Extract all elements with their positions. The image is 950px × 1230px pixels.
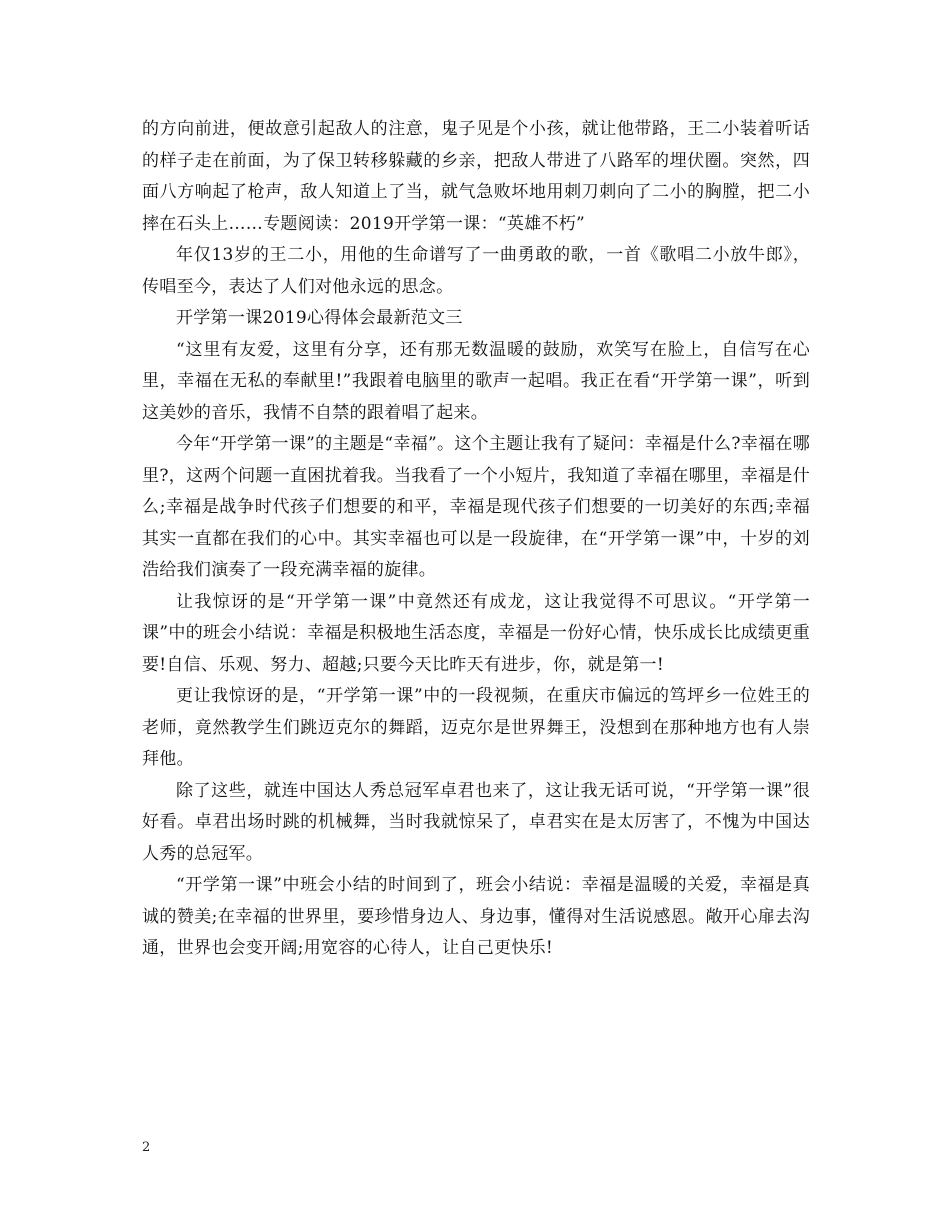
paragraph-5: 让我惊讶的是“开学第一课”中竟然还有成龙，这让我觉得不可思议。“开学第一课”中的班会小结说：幸福是积极地生活态度，幸福是一份好心情，快乐成长比成绩更重要!自信、乐观、努力、超越;只要今天比昨天有进步，你，就是第一! <box>142 591 810 675</box>
paragraph-2: 年仅13岁的王二小，用他的生命谱写了一曲勇敢的歌，一首《歌唱二小放牛郎》，传唱至今，表达了人们对他永远的思念。 <box>142 245 810 297</box>
section-heading: 开学第一课2019心得体会最新范文三 <box>176 308 463 328</box>
paragraph-6: 更让我惊讶的是，“开学第一课”中的一段视频，在重庆市偏远的笃坪乡一位姓王的老师，竟然教学生们跳迈克尔的舞蹈，迈克尔是世界舞王，没想到在那种地方也有人崇拜他。 <box>142 686 810 769</box>
paragraph-3: “这里有友爱，这里有分享，还有那无数温暖的鼓励，欢笑写在脸上，自信写在心里，幸福在无私的奉献里!”我跟着电脑里的歌声一起唱。我正在看“开学第一课”，听到这美妙的音乐，我情不自禁的跟着唱了起来。 <box>142 339 810 423</box>
paragraph-7: 除了这些，就连中国达人秀总冠军卓君也来了，这让我无话可说，“开学第一课”很好看。卓君出场时跳的机械舞，当时我就惊呆了，卓君实在是太厉害了，不愧为中国达人秀的总冠军。 <box>142 780 810 864</box>
page-number: 2 <box>142 1140 151 1155</box>
document-body <box>142 114 810 965</box>
paragraph-4: 今年“开学第一课”的主题是“幸福”。这个主题让我有了疑问：幸福是什么?幸福在哪里?，这两个问题一直困扰着我。当我看了一个小短片，我知道了幸福在哪里，幸福是什么;幸福是战争时代孩子们想要的和平，幸福是现代孩子们想要的一切美好的东西;幸福其实一直都在我们的心中。其实幸福也可以是一段旋律，在“开学第一课”中，十岁的刘浩给我们演奏了一段充满幸福的旋律。 <box>142 434 810 580</box>
paragraph-1: 的方向前进，便故意引起敌人的注意，鬼子见是个小孩，就让他带路，王二小装着听话的样子走在前面，为了保卫转移躲藏的乡亲，把敌人带进了八路军的埋伏圈。突然，四面八方响起了枪声，敌人知道上了当，就气急败坏地用刺刀刺向了二小的胸膛，把二小摔在石头上……专题阅读：2019开学第一课：“英雄不朽” <box>142 119 810 234</box>
paragraph-8: “开学第一课”中班会小结的时间到了，班会小结说：幸福是温暖的关爱，幸福是真诚的赞美;在幸福的世界里，要珍惜身边人、身边事，懂得对生活说感恩。敞开心扉去沟通，世界也会变开阔;用宽容的心待人，让自己更快乐! <box>142 875 810 958</box>
